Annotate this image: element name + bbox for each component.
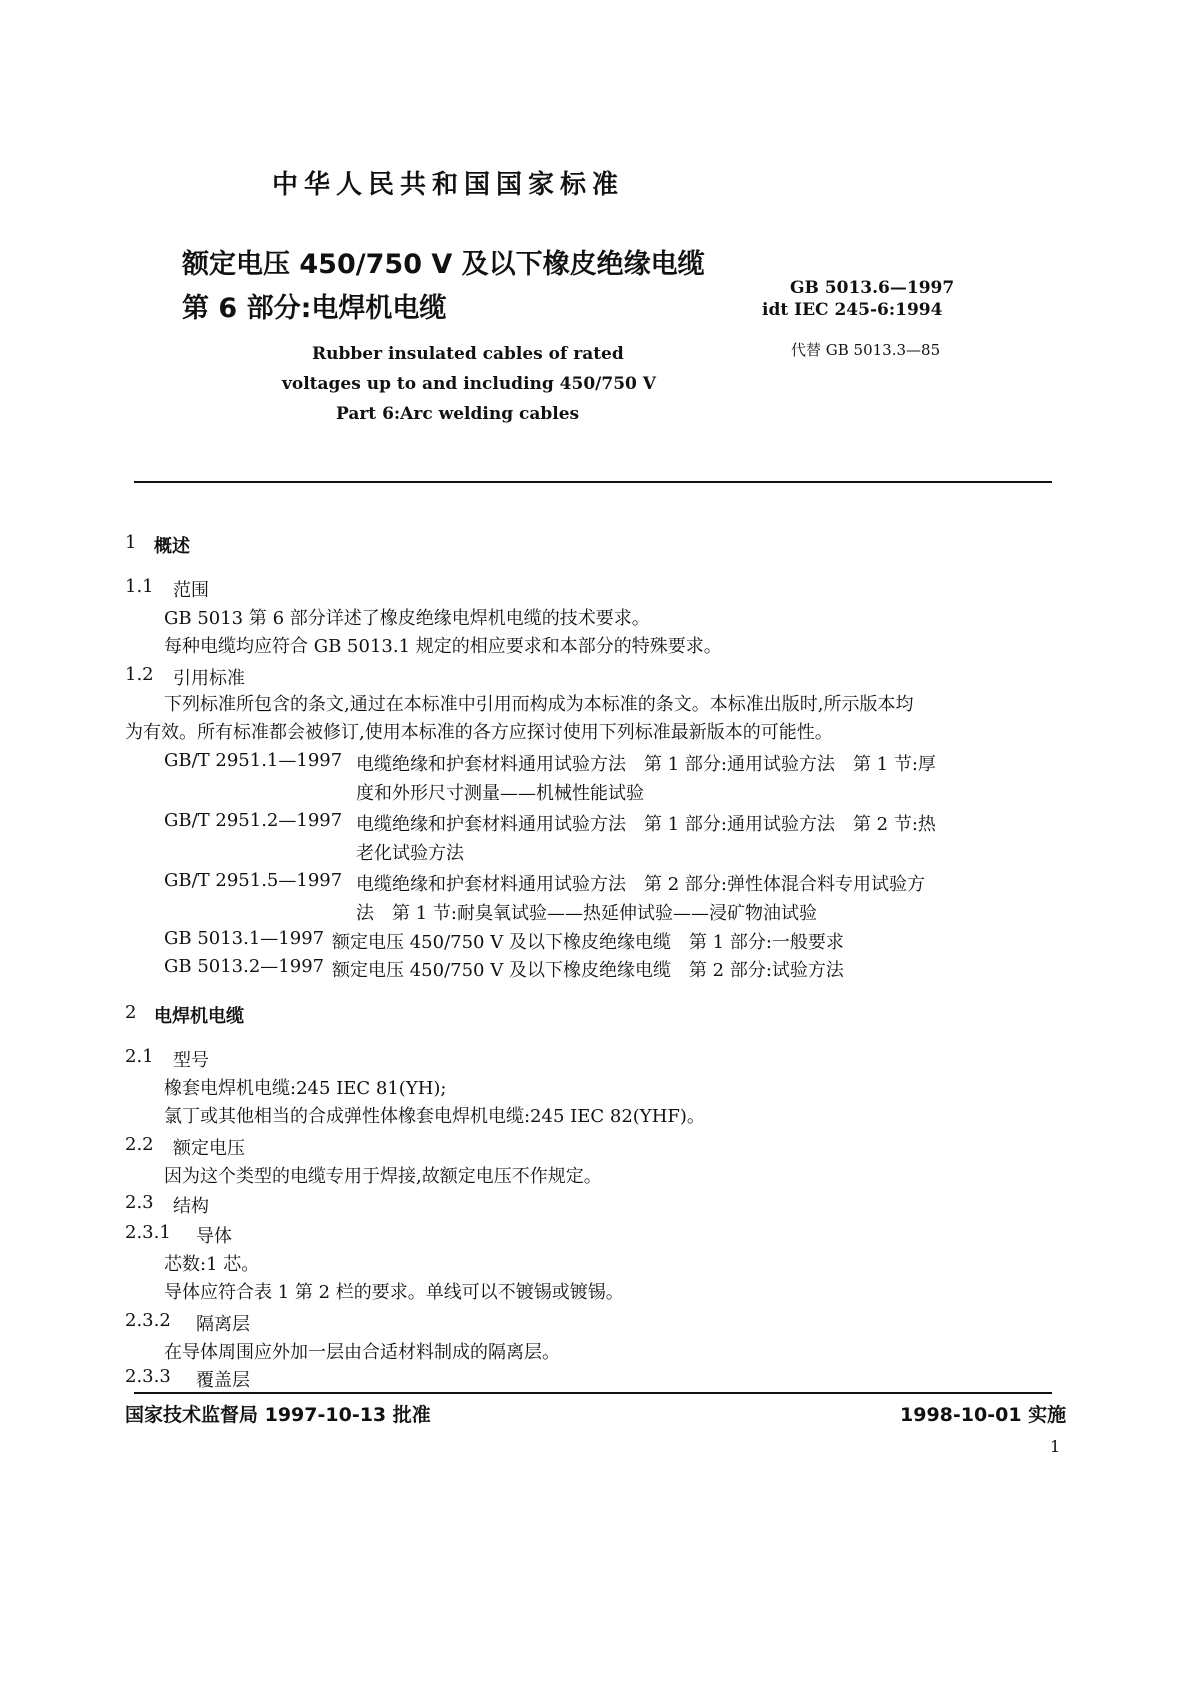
section-2-3-2-number: 2.3.2 [125, 1310, 171, 1331]
reference-item [164, 750, 984, 810]
standard-number: GB 5013.6—1997 [790, 278, 955, 298]
footer-divider [134, 1392, 1052, 1394]
section-2-3-3-number: 2.3.3 [125, 1366, 171, 1387]
reference-code: GB/T 2951.5—1997 [164, 870, 343, 891]
section-1-number: 1 [125, 532, 137, 553]
paragraph: 每种电缆均应符合 GB 5013.1 规定的相应要求和本部分的特殊要求。 [164, 636, 722, 657]
effective-date: 1998-10-01 实施 [900, 1404, 1067, 1426]
reference-item [164, 810, 984, 870]
reference-title-cont: 老化试验方法 [356, 843, 464, 864]
page-number: 1 [1050, 1437, 1061, 1456]
section-1-2-title: 引用标准 [173, 668, 245, 689]
reference-title: 额定电压 450/750 V 及以下橡皮绝缘电缆 第 1 部分:一般要求 [332, 932, 844, 953]
reference-item [164, 956, 984, 986]
approval-date: 国家技术监督局 1997-10-13 批准 [125, 1404, 431, 1426]
national-standard-heading: 中华人民共和国国家标准 [272, 170, 625, 200]
idt-reference: idt IEC 245-6:1994 [762, 300, 943, 320]
paragraph: 下列标准所包含的条文,通过在本标准中引用而构成为本标准的条文。本标准出版时,所示版本均 [164, 694, 914, 715]
paragraph: 导体应符合表 1 第 2 栏的要求。单线可以不镀锡或镀锡。 [164, 1282, 624, 1303]
paragraph: 为有效。所有标准都会被修订,使用本标准的各方应探讨使用下列标准最新版本的可能性。 [125, 722, 833, 743]
title-cn-line2: 第 6 部分:电焊机电缆 [182, 293, 447, 324]
section-2-3-3-title: 覆盖层 [196, 1370, 250, 1391]
section-1-1-title: 范围 [173, 580, 209, 601]
section-2-3-1-number: 2.3.1 [125, 1222, 171, 1243]
section-1-1-number: 1.1 [125, 576, 154, 597]
section-1-title: 概述 [154, 536, 190, 557]
section-2-2-number: 2.2 [125, 1134, 154, 1155]
paragraph: 因为这个类型的电缆专用于焊接,故额定电压不作规定。 [164, 1166, 602, 1187]
title-en-line3: Part 6:Arc welding cables [336, 404, 580, 424]
reference-title: 电缆绝缘和护套材料通用试验方法 第 1 部分:通用试验方法 第 2 节:热 [356, 814, 936, 835]
replaces-standard: 代替 GB 5013.3—85 [791, 341, 941, 359]
section-2-1-number: 2.1 [125, 1046, 154, 1067]
reference-title-cont: 法 第 1 节:耐臭氧试验——热延伸试验——浸矿物油试验 [356, 903, 817, 924]
section-2-3-title: 结构 [173, 1196, 209, 1217]
reference-title-cont: 度和外形尺寸测量——机械性能试验 [356, 783, 644, 804]
reference-code: GB 5013.2—1997 [164, 956, 325, 977]
section-2-number: 2 [125, 1002, 137, 1023]
section-1-2-number: 1.2 [125, 664, 154, 685]
title-en-line1: Rubber insulated cables of rated [312, 344, 624, 364]
reference-title: 电缆绝缘和护套材料通用试验方法 第 2 部分:弹性体混合料专用试验方 [356, 874, 925, 895]
reference-item [164, 928, 984, 958]
section-2-3-1-title: 导体 [196, 1226, 232, 1247]
paragraph: GB 5013 第 6 部分详述了橡皮绝缘电焊机电缆的技术要求。 [164, 608, 650, 629]
paragraph: 橡套电焊机电缆:245 IEC 81(YH); [164, 1078, 447, 1099]
paragraph: 在导体周围应外加一层由合适材料制成的隔离层。 [164, 1342, 560, 1363]
reference-item [164, 870, 984, 930]
section-2-title: 电焊机电缆 [154, 1006, 244, 1027]
title-cn-line1: 额定电压 450/750 V 及以下橡皮绝缘电缆 [182, 249, 705, 280]
paragraph: 氯丁或其他相当的合成弹性体橡套电焊机电缆:245 IEC 82(YHF)。 [164, 1106, 705, 1127]
reference-code: GB 5013.1—1997 [164, 928, 325, 949]
reference-code: GB/T 2951.1—1997 [164, 750, 343, 771]
header-divider [134, 481, 1052, 483]
section-2-1-title: 型号 [173, 1050, 209, 1071]
section-2-3-2-title: 隔离层 [196, 1314, 250, 1335]
reference-title: 额定电压 450/750 V 及以下橡皮绝缘电缆 第 2 部分:试验方法 [332, 960, 844, 981]
reference-code: GB/T 2951.2—1997 [164, 810, 343, 831]
paragraph: 芯数:1 芯。 [164, 1254, 260, 1275]
section-2-3-number: 2.3 [125, 1192, 154, 1213]
reference-title: 电缆绝缘和护套材料通用试验方法 第 1 部分:通用试验方法 第 1 节:厚 [356, 754, 936, 775]
section-2-2-title: 额定电压 [173, 1138, 245, 1159]
title-en-line2: voltages up to and including 450/750 V [282, 374, 656, 394]
